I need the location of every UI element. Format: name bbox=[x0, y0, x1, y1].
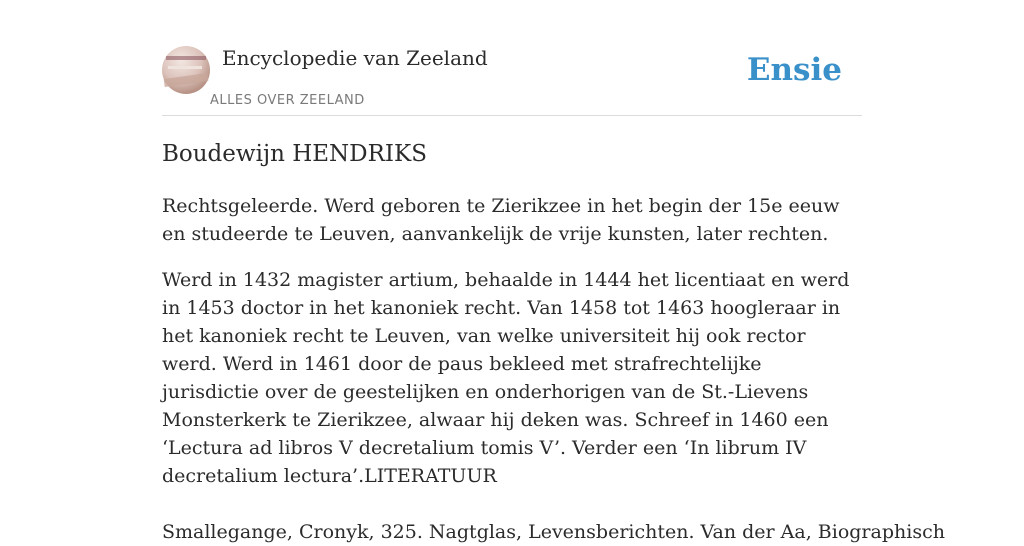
site-title[interactable]: Encyclopedie van Zeeland bbox=[222, 46, 488, 70]
page-title: Boudewijn HENDRIKS bbox=[162, 141, 427, 167]
article-paragraph-2: Werd in 1432 magister artium, behaalde in 1444 het licentiaat en werd in 1453 doctor in het kanoniek recht. Van 1458 tot 1463 hoogleraar in het kanoniek recht te Leuven, van welke universiteit hij ook rector werd. Werd in 1461 door de paus bekleed met strafrechtelijke jurisdictie over de geestelijken en onderhorigen van de St.-Lievens Monsterkerk te Zierikzee, alwaar hij deken was. Schreef in 1460 een ‘Lectura ad libros V decretalium tomis V’. Verder een ‘In librum IV decretalium lectura’.LITERATUUR bbox=[162, 269, 850, 487]
site-subtitle: ALLES OVER ZEELAND bbox=[210, 93, 365, 108]
article-paragraph-1: Rechtsgeleerde. Werd geboren te Zierikzee in het begin der 15e eeuw en studeerde te Leuven, aanvankelijk de vrije kunsten, later rechten. bbox=[162, 195, 840, 245]
article-content bbox=[162, 138, 945, 546]
site-header bbox=[162, 46, 862, 116]
article-paragraph-3: Smallegange, Cronyk, 325. Nagtglas, Levensberichten. Van der Aa, Biographisch bbox=[162, 521, 945, 543]
site-avatar-icon[interactable] bbox=[162, 46, 210, 94]
ensie-logo-link[interactable]: Ensie bbox=[746, 52, 842, 88]
